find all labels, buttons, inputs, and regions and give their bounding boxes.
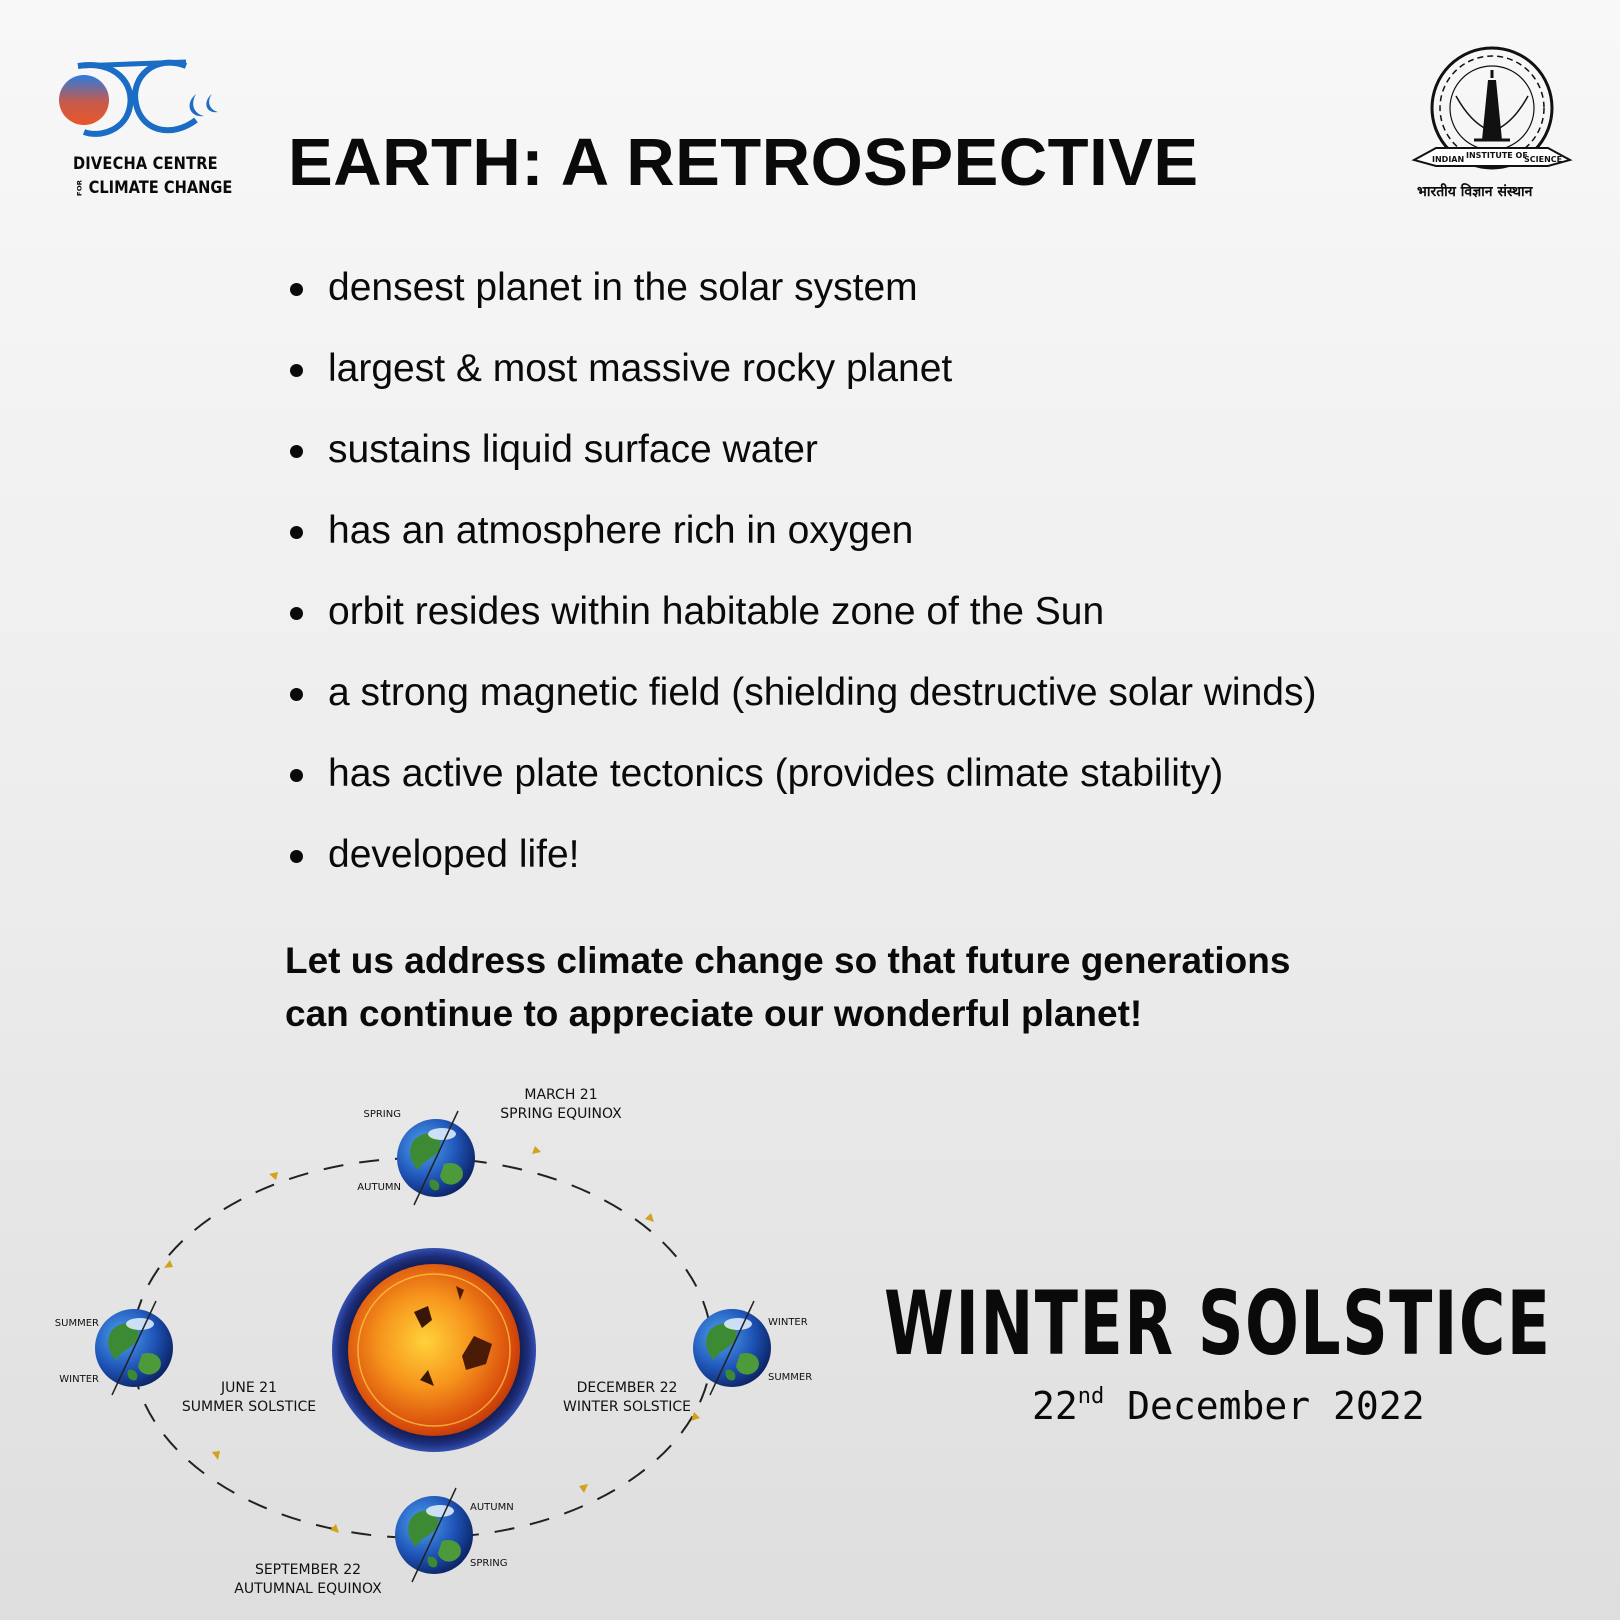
december-north: WINTER	[768, 1317, 808, 1328]
march-event: SPRING EQUINOX	[500, 1106, 622, 1122]
dccc-name-line2	[73, 178, 232, 198]
orbit-diagram	[0, 1080, 840, 1620]
iisc-hindi-name: भारतीय विज्ञान संस्थान	[1417, 184, 1533, 200]
event-date	[1032, 1384, 1425, 1428]
event-day: 22	[1032, 1384, 1078, 1428]
event-day-suffix: nd	[1077, 1384, 1105, 1409]
orbit-arrow	[269, 1172, 278, 1180]
march-date: MARCH 21	[524, 1087, 598, 1103]
divecha-centre-logo	[56, 54, 233, 204]
march-south: AUTUMN	[357, 1182, 401, 1193]
event-title: WINTER SOLSTICE	[884, 1272, 1552, 1375]
june-north: SUMMER	[54, 1318, 99, 1329]
iisc-ribbon-right: SCIENCE	[1524, 155, 1563, 164]
fact-item: has an atmosphere rich in oxygen	[286, 501, 1316, 582]
dccc-name-line2-text: CLIMATE CHANGE	[88, 178, 233, 198]
fact-item: has active plate tectonics (provides climate stability)	[286, 744, 1316, 825]
fact-item: sustains liquid surface water	[286, 420, 1316, 501]
facts-list	[286, 258, 1316, 906]
december-south: SUMMER	[768, 1372, 813, 1383]
december-date: DECEMBER 22	[576, 1380, 678, 1396]
june-date: JUNE 21	[221, 1380, 277, 1396]
page-title: EARTH: A RETROSPECTIVE	[288, 125, 1199, 200]
march-north: SPRING	[363, 1109, 401, 1120]
september-south: SPRING	[470, 1558, 508, 1569]
closing-line1: Let us address climate change so that future generations	[285, 940, 1291, 981]
september-date: SEPTEMBER 22	[254, 1562, 362, 1578]
dccc-emblem-icon	[56, 54, 226, 154]
fact-item: orbit resides within habitable zone of the Sun	[286, 582, 1316, 663]
june-event: SUMMER SOLSTICE	[181, 1399, 317, 1415]
sun	[332, 1248, 536, 1452]
dccc-name-for: FOR	[76, 179, 84, 197]
fact-item: a strong magnetic field (shielding destructive solar winds)	[286, 663, 1316, 744]
june-south: WINTER	[59, 1374, 99, 1385]
earth-march	[397, 1111, 484, 1205]
dccc-name-line1: DIVECHA CENTRE	[73, 154, 218, 174]
iisc-ribbon-left: INDIAN	[1432, 155, 1465, 164]
iisc-ribbon-mid: INSTITUTE OF	[1466, 151, 1528, 160]
closing-line2: can continue to appreciate our wonderful planet!	[285, 993, 1143, 1034]
december-event: WINTER SOLSTICE	[563, 1399, 691, 1415]
orbit-arrow	[164, 1260, 173, 1268]
closing-statement	[285, 934, 1290, 1040]
iisc-logo	[1410, 44, 1580, 204]
fact-item: developed life!	[286, 825, 1316, 906]
orbit-arrow	[645, 1213, 654, 1222]
fact-item: densest planet in the solar system	[286, 258, 1316, 339]
iisc-emblem-icon	[1410, 44, 1580, 184]
earth-december	[693, 1301, 780, 1395]
orbit-arrow	[579, 1484, 588, 1493]
earth-june	[95, 1301, 182, 1395]
orbit-arrow	[532, 1146, 541, 1154]
event-month-year: December 2022	[1127, 1384, 1425, 1428]
orbit-arrow	[212, 1451, 220, 1460]
september-north: AUTUMN	[470, 1502, 514, 1513]
fact-item: largest & most massive rocky planet	[286, 339, 1316, 420]
earth-september	[395, 1488, 482, 1582]
september-event: AUTUMNAL EQUINOX	[234, 1581, 382, 1597]
